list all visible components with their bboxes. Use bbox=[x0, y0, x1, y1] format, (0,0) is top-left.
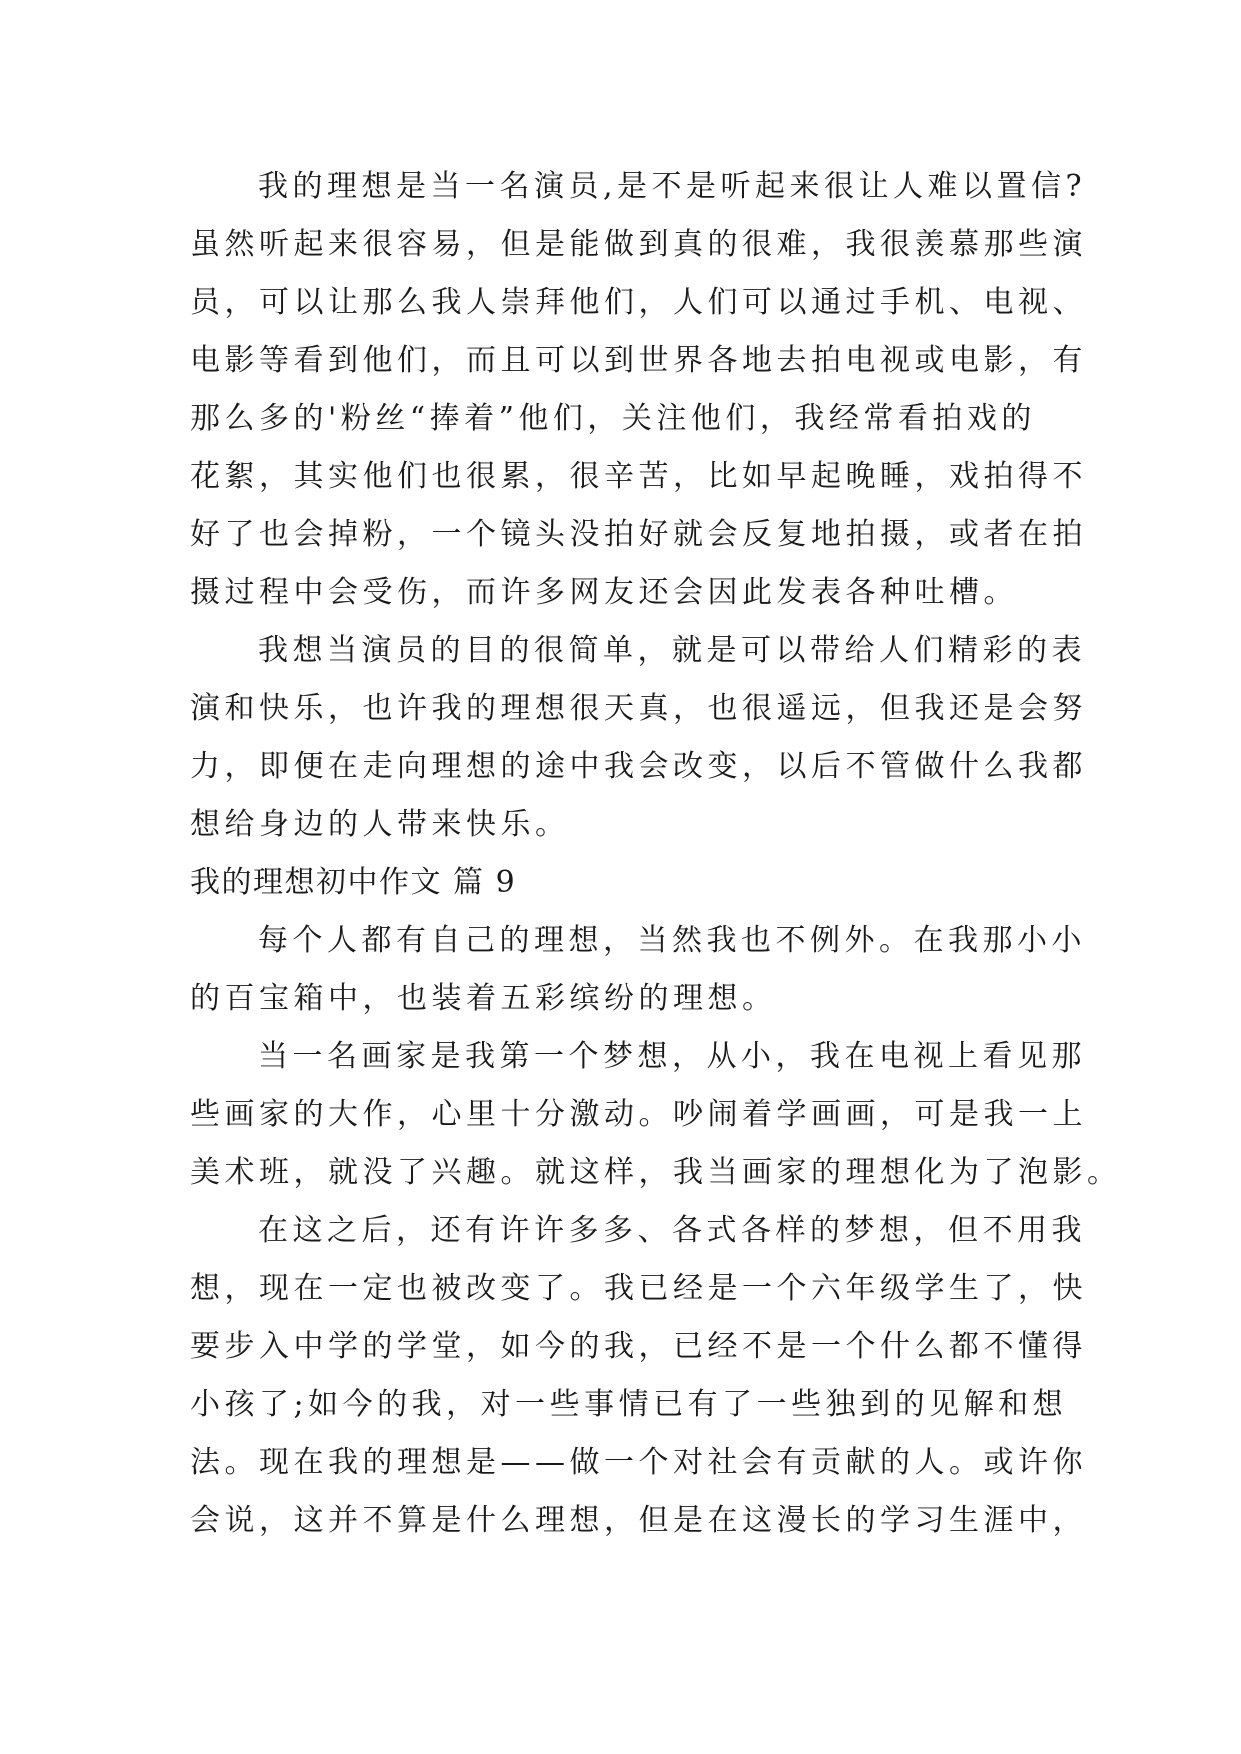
text-line: 法。现在我的理想是——做一个对社会有贡献的人。或许你 bbox=[190, 1445, 1087, 1480]
text-line: 的百宝箱中，也装着五彩缤纷的理想。 bbox=[190, 981, 777, 1016]
paragraph-actor-dream bbox=[190, 158, 1087, 622]
text-line: 想，现在一定也被改变了。我已经是一个六年级学生了，快 bbox=[190, 1271, 1087, 1306]
paragraph-painter-dream bbox=[190, 1028, 1122, 1202]
paragraph-intro bbox=[190, 912, 1086, 1028]
paragraph-contribution-dream bbox=[190, 1202, 1087, 1550]
text-line: 我的理想是当一名演员,是不是听起来很让人难以置信? bbox=[258, 169, 1087, 204]
section-heading: 我的理想初中作文 篇 9 bbox=[190, 865, 517, 900]
text-line: 些画家的大作，心里十分激动。吵闹着学画画，可是我一上 bbox=[190, 1097, 1087, 1132]
text-line: 力，即便在走向理想的途中我会改变，以后不管做什么我都 bbox=[190, 749, 1087, 784]
text-line: 美术班，就没了兴趣。就这样，我当画家的理想化为了泡影。 bbox=[190, 1155, 1122, 1190]
text-line: 好了也会掉粉，一个镜头没拍好就会反复地拍摄，或者在拍 bbox=[190, 517, 1087, 552]
text-line: 摄过程中会受伤，而许多网友还会因此发表各种吐槽。 bbox=[190, 575, 1018, 610]
text-line: 花絮，其实他们也很累，很辛苦，比如早起晚睡，戏拍得不 bbox=[190, 459, 1087, 494]
text-line: 小孩了;如今的我，对一些事情已有了一些独到的见解和想 bbox=[190, 1387, 1068, 1422]
text-line: 电影等看到他们，而且可以到世界各地去拍电视或电影，有 bbox=[190, 343, 1087, 378]
text-line: 每个人都有自己的理想，当然我也不例外。在我那小小 bbox=[258, 923, 1086, 958]
paragraph-actor-purpose bbox=[190, 622, 1087, 854]
text-line: 当一名画家是我第一个梦想，从小，我在电视上看见那 bbox=[258, 1039, 1086, 1074]
text-line: 演和快乐，也许我的理想很天真，也很遥远，但我还是会努 bbox=[190, 691, 1087, 726]
essay-body bbox=[190, 158, 1122, 1550]
text-line: 我想当演员的目的很简单，就是可以带给人们精彩的表 bbox=[258, 633, 1086, 668]
text-line: 在这之后，还有许许多多、各式各样的梦想，但不用我 bbox=[258, 1213, 1086, 1248]
text-line: 会说，这并不算是什么理想，但是在这漫长的学习生涯中， bbox=[190, 1503, 1087, 1538]
text-line: 想给身边的人带来快乐。 bbox=[190, 807, 570, 842]
text-line: 那么多的'粉丝“捧着”他们，关注他们，我经常看拍戏的 bbox=[190, 401, 1036, 436]
text-line: 虽然听起来很容易，但是能做到真的很难，我很羡慕那些演 bbox=[190, 227, 1087, 262]
text-line: 要步入中学的学堂，如今的我，已经不是一个什么都不懂得 bbox=[190, 1329, 1087, 1364]
text-line: 员，可以让那么我人崇拜他们，人们可以通过手机、电视、 bbox=[190, 285, 1087, 320]
